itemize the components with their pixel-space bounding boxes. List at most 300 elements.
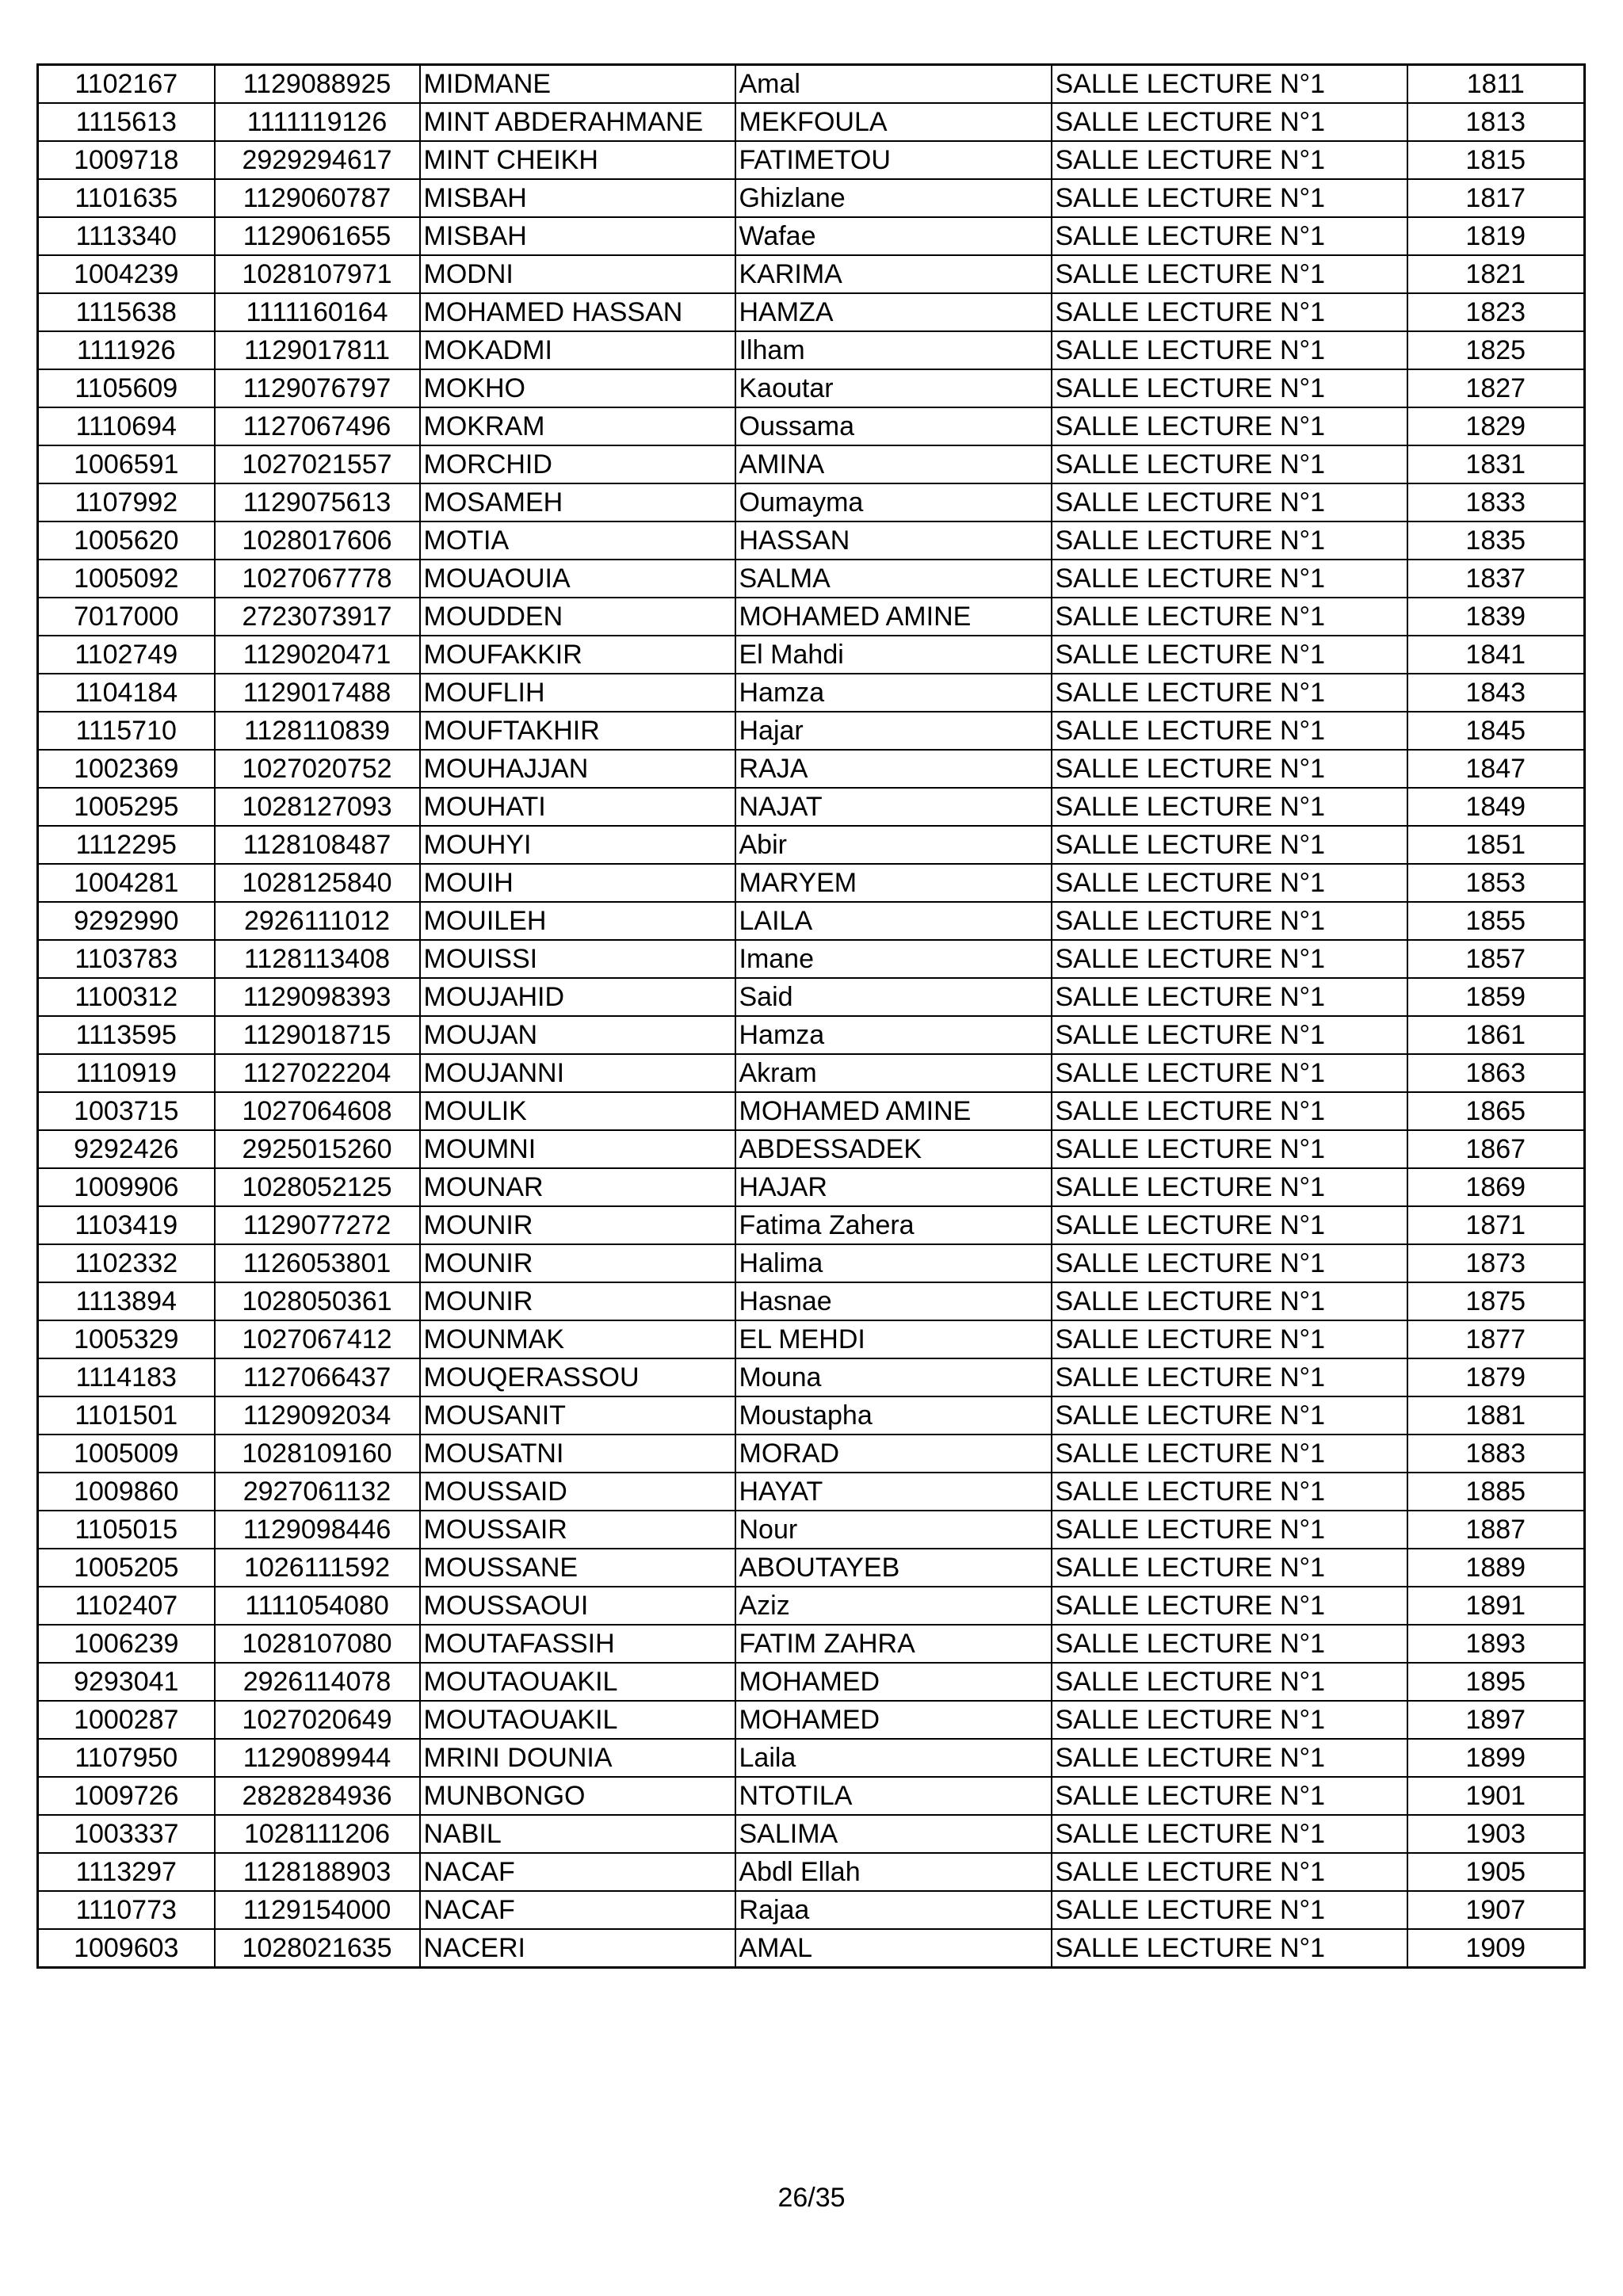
cin-cell: 1127067496: [215, 407, 420, 445]
room-cell: SALLE LECTURE N°1: [1052, 978, 1407, 1016]
first-name-cell: Laila: [735, 1739, 1052, 1777]
candidate-id-cell: 1107950: [38, 1739, 215, 1777]
room-cell: SALLE LECTURE N°1: [1052, 1054, 1407, 1092]
seat-number-cell: 1823: [1407, 293, 1585, 331]
table-row: [38, 1396, 1585, 1435]
seat-number-cell: 1909: [1407, 1929, 1585, 1968]
room-cell: SALLE LECTURE N°1: [1052, 331, 1407, 369]
last-name-cell: NACAF: [420, 1891, 735, 1929]
table-row: [38, 103, 1585, 141]
last-name-cell: MOUSSANE: [420, 1549, 735, 1587]
last-name-cell: MOUTAFASSIH: [420, 1625, 735, 1663]
table-row: [38, 864, 1585, 902]
last-name-cell: MISBAH: [420, 217, 735, 255]
cin-cell: 1129092034: [215, 1396, 420, 1435]
candidate-id-cell: 1005205: [38, 1549, 215, 1587]
first-name-cell: LAILA: [735, 902, 1052, 940]
last-name-cell: MOUNMAK: [420, 1320, 735, 1358]
candidate-id-cell: 1101501: [38, 1396, 215, 1435]
seat-number-cell: 1831: [1407, 445, 1585, 483]
cin-cell: 1028125840: [215, 864, 420, 902]
cin-cell: 1128188903: [215, 1853, 420, 1891]
room-cell: SALLE LECTURE N°1: [1052, 1549, 1407, 1587]
candidate-id-cell: 1009603: [38, 1929, 215, 1968]
last-name-cell: MOUNAR: [420, 1168, 735, 1206]
last-name-cell: MOULIK: [420, 1092, 735, 1130]
last-name-cell: MOUFLIH: [420, 674, 735, 712]
room-cell: SALLE LECTURE N°1: [1052, 1206, 1407, 1244]
first-name-cell: MEKFOULA: [735, 103, 1052, 141]
seat-number-cell: 1869: [1407, 1168, 1585, 1206]
candidate-id-cell: 1110773: [38, 1891, 215, 1929]
candidate-id-cell: 1107992: [38, 483, 215, 521]
cin-cell: 1129076797: [215, 369, 420, 407]
table-row: [38, 1206, 1585, 1244]
room-cell: SALLE LECTURE N°1: [1052, 940, 1407, 978]
cin-cell: 1129154000: [215, 1891, 420, 1929]
cin-cell: 2925015260: [215, 1130, 420, 1168]
seat-number-cell: 1885: [1407, 1473, 1585, 1511]
last-name-cell: MUNBONGO: [420, 1777, 735, 1815]
first-name-cell: Oussama: [735, 407, 1052, 445]
cin-cell: 1027021557: [215, 445, 420, 483]
room-cell: SALLE LECTURE N°1: [1052, 293, 1407, 331]
candidate-id-cell: 1009718: [38, 141, 215, 179]
last-name-cell: MODNI: [420, 255, 735, 293]
room-cell: SALLE LECTURE N°1: [1052, 1777, 1407, 1815]
first-name-cell: Oumayma: [735, 483, 1052, 521]
table-row: [38, 141, 1585, 179]
seat-number-cell: 1829: [1407, 407, 1585, 445]
table-row: [38, 1739, 1585, 1777]
cin-cell: 1028017606: [215, 521, 420, 560]
table-row: [38, 1092, 1585, 1130]
last-name-cell: MOUNIR: [420, 1282, 735, 1320]
first-name-cell: Moustapha: [735, 1396, 1052, 1435]
candidate-id-cell: 1009906: [38, 1168, 215, 1206]
candidate-id-cell: 1005329: [38, 1320, 215, 1358]
room-cell: SALLE LECTURE N°1: [1052, 407, 1407, 445]
last-name-cell: MOUFAKKIR: [420, 636, 735, 674]
table-row: [38, 1891, 1585, 1929]
room-cell: SALLE LECTURE N°1: [1052, 826, 1407, 864]
first-name-cell: Wafae: [735, 217, 1052, 255]
seat-number-cell: 1871: [1407, 1206, 1585, 1244]
candidate-id-cell: 1113595: [38, 1016, 215, 1054]
room-cell: SALLE LECTURE N°1: [1052, 1929, 1407, 1968]
first-name-cell: SALIMA: [735, 1815, 1052, 1853]
candidate-id-cell: 1113340: [38, 217, 215, 255]
table-row: [38, 674, 1585, 712]
cin-cell: 1129017488: [215, 674, 420, 712]
first-name-cell: AMAL: [735, 1929, 1052, 1968]
seat-number-cell: 1845: [1407, 712, 1585, 750]
cin-cell: 1127022204: [215, 1054, 420, 1092]
cin-cell: 1111054080: [215, 1587, 420, 1625]
table-row: [38, 1587, 1585, 1625]
last-name-cell: MOUSSAIR: [420, 1511, 735, 1549]
last-name-cell: MOUSSAOUI: [420, 1587, 735, 1625]
room-cell: SALLE LECTURE N°1: [1052, 483, 1407, 521]
cin-cell: 2926114078: [215, 1663, 420, 1701]
last-name-cell: NACAF: [420, 1853, 735, 1891]
candidate-id-cell: 1112295: [38, 826, 215, 864]
first-name-cell: Abir: [735, 826, 1052, 864]
cin-cell: 1028111206: [215, 1815, 420, 1853]
last-name-cell: MOKHO: [420, 369, 735, 407]
candidate-id-cell: 1104184: [38, 674, 215, 712]
first-name-cell: SALMA: [735, 560, 1052, 598]
table-row: [38, 1511, 1585, 1549]
last-name-cell: MOUHYI: [420, 826, 735, 864]
seat-number-cell: 1879: [1407, 1358, 1585, 1396]
first-name-cell: KARIMA: [735, 255, 1052, 293]
seat-number-cell: 1859: [1407, 978, 1585, 1016]
seat-number-cell: 1881: [1407, 1396, 1585, 1435]
last-name-cell: MOUISSI: [420, 940, 735, 978]
seat-number-cell: 1887: [1407, 1511, 1585, 1549]
cin-cell: 2723073917: [215, 598, 420, 636]
first-name-cell: ABOUTAYEB: [735, 1549, 1052, 1587]
cin-cell: 1028127093: [215, 788, 420, 826]
table-row: [38, 750, 1585, 788]
seat-number-cell: 1861: [1407, 1016, 1585, 1054]
table-row: [38, 65, 1585, 104]
candidate-id-cell: 1100312: [38, 978, 215, 1016]
table-row: [38, 331, 1585, 369]
cin-cell: 1111160164: [215, 293, 420, 331]
candidate-id-cell: 1009726: [38, 1777, 215, 1815]
candidate-id-cell: 7017000: [38, 598, 215, 636]
room-cell: SALLE LECTURE N°1: [1052, 902, 1407, 940]
seat-number-cell: 1905: [1407, 1853, 1585, 1891]
first-name-cell: Mouna: [735, 1358, 1052, 1396]
table-row: [38, 217, 1585, 255]
last-name-cell: MIDMANE: [420, 65, 735, 104]
cin-cell: 1126053801: [215, 1244, 420, 1282]
seat-number-cell: 1907: [1407, 1891, 1585, 1929]
last-name-cell: MOHAMED HASSAN: [420, 293, 735, 331]
first-name-cell: FATIMETOU: [735, 141, 1052, 179]
first-name-cell: Aziz: [735, 1587, 1052, 1625]
room-cell: SALLE LECTURE N°1: [1052, 636, 1407, 674]
room-cell: SALLE LECTURE N°1: [1052, 1587, 1407, 1625]
cin-cell: 1129017811: [215, 331, 420, 369]
candidate-id-cell: 1005295: [38, 788, 215, 826]
last-name-cell: MRINI DOUNIA: [420, 1739, 735, 1777]
cin-cell: 1129098393: [215, 978, 420, 1016]
room-cell: SALLE LECTURE N°1: [1052, 369, 1407, 407]
first-name-cell: Imane: [735, 940, 1052, 978]
page-number: 26/35: [777, 2183, 846, 2213]
candidate-id-cell: 1103783: [38, 940, 215, 978]
cin-cell: 1129088925: [215, 65, 420, 104]
table-row: [38, 1815, 1585, 1853]
candidate-id-cell: 1102332: [38, 1244, 215, 1282]
first-name-cell: HAJAR: [735, 1168, 1052, 1206]
seat-number-cell: 1851: [1407, 826, 1585, 864]
candidate-id-cell: 1113894: [38, 1282, 215, 1320]
first-name-cell: Halima: [735, 1244, 1052, 1282]
last-name-cell: MOUSSAID: [420, 1473, 735, 1511]
cin-cell: 1111119126: [215, 103, 420, 141]
table-row: [38, 1701, 1585, 1739]
cin-cell: 1129020471: [215, 636, 420, 674]
last-name-cell: NABIL: [420, 1815, 735, 1853]
first-name-cell: Ghizlane: [735, 179, 1052, 217]
seat-number-cell: 1903: [1407, 1815, 1585, 1853]
table-row: [38, 407, 1585, 445]
table-row: [38, 255, 1585, 293]
table-row: [38, 1435, 1585, 1473]
first-name-cell: Said: [735, 978, 1052, 1016]
first-name-cell: Fatima Zahera: [735, 1206, 1052, 1244]
last-name-cell: MOUFTAKHIR: [420, 712, 735, 750]
table-row: [38, 978, 1585, 1016]
table-row: [38, 293, 1585, 331]
first-name-cell: NTOTILA: [735, 1777, 1052, 1815]
roster-table: [36, 63, 1586, 1969]
cin-cell: 1028021635: [215, 1929, 420, 1968]
seat-number-cell: 1827: [1407, 369, 1585, 407]
candidate-id-cell: 1004239: [38, 255, 215, 293]
candidate-id-cell: 1111926: [38, 331, 215, 369]
room-cell: SALLE LECTURE N°1: [1052, 521, 1407, 560]
cin-cell: 1129075613: [215, 483, 420, 521]
cin-cell: 1129098446: [215, 1511, 420, 1549]
seat-number-cell: 1893: [1407, 1625, 1585, 1663]
first-name-cell: HAMZA: [735, 293, 1052, 331]
table-row: [38, 369, 1585, 407]
seat-number-cell: 1883: [1407, 1435, 1585, 1473]
first-name-cell: MOHAMED: [735, 1701, 1052, 1739]
seat-number-cell: 1849: [1407, 788, 1585, 826]
seat-number-cell: 1821: [1407, 255, 1585, 293]
table-row: [38, 1016, 1585, 1054]
candidate-id-cell: 1113297: [38, 1853, 215, 1891]
room-cell: SALLE LECTURE N°1: [1052, 560, 1407, 598]
room-cell: SALLE LECTURE N°1: [1052, 750, 1407, 788]
last-name-cell: MISBAH: [420, 179, 735, 217]
cin-cell: 1127066437: [215, 1358, 420, 1396]
table-row: [38, 1663, 1585, 1701]
seat-number-cell: 1835: [1407, 521, 1585, 560]
candidate-id-cell: 1110919: [38, 1054, 215, 1092]
table-row: [38, 445, 1585, 483]
first-name-cell: ABDESSADEK: [735, 1130, 1052, 1168]
room-cell: SALLE LECTURE N°1: [1052, 255, 1407, 293]
candidate-id-cell: 1110694: [38, 407, 215, 445]
room-cell: SALLE LECTURE N°1: [1052, 179, 1407, 217]
first-name-cell: EL MEHDI: [735, 1320, 1052, 1358]
first-name-cell: MARYEM: [735, 864, 1052, 902]
first-name-cell: NAJAT: [735, 788, 1052, 826]
table-row: [38, 1054, 1585, 1092]
last-name-cell: MOUSATNI: [420, 1435, 735, 1473]
room-cell: SALLE LECTURE N°1: [1052, 1663, 1407, 1701]
seat-number-cell: 1811: [1407, 65, 1585, 104]
last-name-cell: MOUDDEN: [420, 598, 735, 636]
seat-number-cell: 1897: [1407, 1701, 1585, 1739]
cin-cell: 1129077272: [215, 1206, 420, 1244]
first-name-cell: Akram: [735, 1054, 1052, 1092]
last-name-cell: MOUTAOUAKIL: [420, 1701, 735, 1739]
seat-number-cell: 1841: [1407, 636, 1585, 674]
room-cell: SALLE LECTURE N°1: [1052, 141, 1407, 179]
seat-number-cell: 1867: [1407, 1130, 1585, 1168]
first-name-cell: HAYAT: [735, 1473, 1052, 1511]
room-cell: SALLE LECTURE N°1: [1052, 1016, 1407, 1054]
last-name-cell: MINT CHEIKH: [420, 141, 735, 179]
first-name-cell: Abdl Ellah: [735, 1853, 1052, 1891]
room-cell: SALLE LECTURE N°1: [1052, 1435, 1407, 1473]
candidate-id-cell: 1005092: [38, 560, 215, 598]
candidate-id-cell: 1006591: [38, 445, 215, 483]
table-row: [38, 1244, 1585, 1282]
first-name-cell: Hamza: [735, 674, 1052, 712]
cin-cell: 1028109160: [215, 1435, 420, 1473]
seat-number-cell: 1813: [1407, 103, 1585, 141]
last-name-cell: MOUSANIT: [420, 1396, 735, 1435]
seat-number-cell: 1815: [1407, 141, 1585, 179]
last-name-cell: MOUMNI: [420, 1130, 735, 1168]
cin-cell: 1027020649: [215, 1701, 420, 1739]
room-cell: SALLE LECTURE N°1: [1052, 1358, 1407, 1396]
table-row: [38, 1358, 1585, 1396]
cin-cell: 1028052125: [215, 1168, 420, 1206]
cin-cell: 1128110839: [215, 712, 420, 750]
room-cell: SALLE LECTURE N°1: [1052, 1396, 1407, 1435]
first-name-cell: MOHAMED: [735, 1663, 1052, 1701]
table-row: [38, 1320, 1585, 1358]
seat-number-cell: 1865: [1407, 1092, 1585, 1130]
table-row: [38, 1130, 1585, 1168]
first-name-cell: Rajaa: [735, 1891, 1052, 1929]
candidate-id-cell: 9293041: [38, 1663, 215, 1701]
room-cell: SALLE LECTURE N°1: [1052, 1320, 1407, 1358]
last-name-cell: MOSAMEH: [420, 483, 735, 521]
candidate-id-cell: 1003715: [38, 1092, 215, 1130]
room-cell: SALLE LECTURE N°1: [1052, 1244, 1407, 1282]
seat-number-cell: 1895: [1407, 1663, 1585, 1701]
cin-cell: 2828284936: [215, 1777, 420, 1815]
candidate-id-cell: 9292426: [38, 1130, 215, 1168]
seat-number-cell: 1853: [1407, 864, 1585, 902]
seat-number-cell: 1825: [1407, 331, 1585, 369]
candidate-id-cell: 1004281: [38, 864, 215, 902]
cin-cell: 1128108487: [215, 826, 420, 864]
cin-cell: 1129061655: [215, 217, 420, 255]
cin-cell: 1028107971: [215, 255, 420, 293]
seat-number-cell: 1877: [1407, 1320, 1585, 1358]
room-cell: SALLE LECTURE N°1: [1052, 1130, 1407, 1168]
seat-number-cell: 1863: [1407, 1054, 1585, 1092]
last-name-cell: MOUAOUIA: [420, 560, 735, 598]
table-row: [38, 521, 1585, 560]
room-cell: SALLE LECTURE N°1: [1052, 864, 1407, 902]
table-row: [38, 1853, 1585, 1891]
last-name-cell: MOTIA: [420, 521, 735, 560]
cin-cell: 1128113408: [215, 940, 420, 978]
room-cell: SALLE LECTURE N°1: [1052, 1815, 1407, 1853]
last-name-cell: MOUNIR: [420, 1206, 735, 1244]
table-row: [38, 1929, 1585, 1968]
seat-number-cell: 1843: [1407, 674, 1585, 712]
last-name-cell: MOUQERASSOU: [420, 1358, 735, 1396]
table-row: [38, 598, 1585, 636]
last-name-cell: MOUJAN: [420, 1016, 735, 1054]
table-row: [38, 826, 1585, 864]
cin-cell: 1028050361: [215, 1282, 420, 1320]
candidate-id-cell: 1102407: [38, 1587, 215, 1625]
room-cell: SALLE LECTURE N°1: [1052, 598, 1407, 636]
table-row: [38, 902, 1585, 940]
first-name-cell: El Mahdi: [735, 636, 1052, 674]
room-cell: SALLE LECTURE N°1: [1052, 674, 1407, 712]
candidate-id-cell: 1105015: [38, 1511, 215, 1549]
first-name-cell: Amal: [735, 65, 1052, 104]
seat-number-cell: 1833: [1407, 483, 1585, 521]
candidate-id-cell: 1003337: [38, 1815, 215, 1853]
candidate-id-cell: 1103419: [38, 1206, 215, 1244]
last-name-cell: MOUHAJJAN: [420, 750, 735, 788]
table-row: [38, 1168, 1585, 1206]
candidate-id-cell: 1101635: [38, 179, 215, 217]
first-name-cell: Ilham: [735, 331, 1052, 369]
seat-number-cell: 1875: [1407, 1282, 1585, 1320]
room-cell: SALLE LECTURE N°1: [1052, 445, 1407, 483]
table-row: [38, 179, 1585, 217]
last-name-cell: MOUTAOUAKIL: [420, 1663, 735, 1701]
candidate-id-cell: 1115613: [38, 103, 215, 141]
table-row: [38, 560, 1585, 598]
candidate-id-cell: 1000287: [38, 1701, 215, 1739]
room-cell: SALLE LECTURE N°1: [1052, 1511, 1407, 1549]
last-name-cell: MOUIH: [420, 864, 735, 902]
last-name-cell: MOUJAHID: [420, 978, 735, 1016]
seat-number-cell: 1817: [1407, 179, 1585, 217]
first-name-cell: MOHAMED AMINE: [735, 598, 1052, 636]
candidate-id-cell: 1115638: [38, 293, 215, 331]
first-name-cell: AMINA: [735, 445, 1052, 483]
room-cell: SALLE LECTURE N°1: [1052, 1701, 1407, 1739]
cin-cell: 1027067778: [215, 560, 420, 598]
room-cell: SALLE LECTURE N°1: [1052, 712, 1407, 750]
room-cell: SALLE LECTURE N°1: [1052, 1739, 1407, 1777]
seat-number-cell: 1873: [1407, 1244, 1585, 1282]
candidate-id-cell: 1102167: [38, 65, 215, 104]
candidate-id-cell: 1005009: [38, 1435, 215, 1473]
table-row: [38, 1625, 1585, 1663]
seat-number-cell: 1819: [1407, 217, 1585, 255]
first-name-cell: Kaoutar: [735, 369, 1052, 407]
cin-cell: 2926111012: [215, 902, 420, 940]
candidate-id-cell: 1009860: [38, 1473, 215, 1511]
first-name-cell: FATIM ZAHRA: [735, 1625, 1052, 1663]
candidate-id-cell: 1006239: [38, 1625, 215, 1663]
last-name-cell: MOUNIR: [420, 1244, 735, 1282]
first-name-cell: Hamza: [735, 1016, 1052, 1054]
room-cell: SALLE LECTURE N°1: [1052, 1625, 1407, 1663]
table-row: [38, 483, 1585, 521]
last-name-cell: MOUHATI: [420, 788, 735, 826]
seat-number-cell: 1889: [1407, 1549, 1585, 1587]
last-name-cell: NACERI: [420, 1929, 735, 1968]
room-cell: SALLE LECTURE N°1: [1052, 103, 1407, 141]
first-name-cell: Nour: [735, 1511, 1052, 1549]
candidate-id-cell: 1115710: [38, 712, 215, 750]
table-row: [38, 788, 1585, 826]
